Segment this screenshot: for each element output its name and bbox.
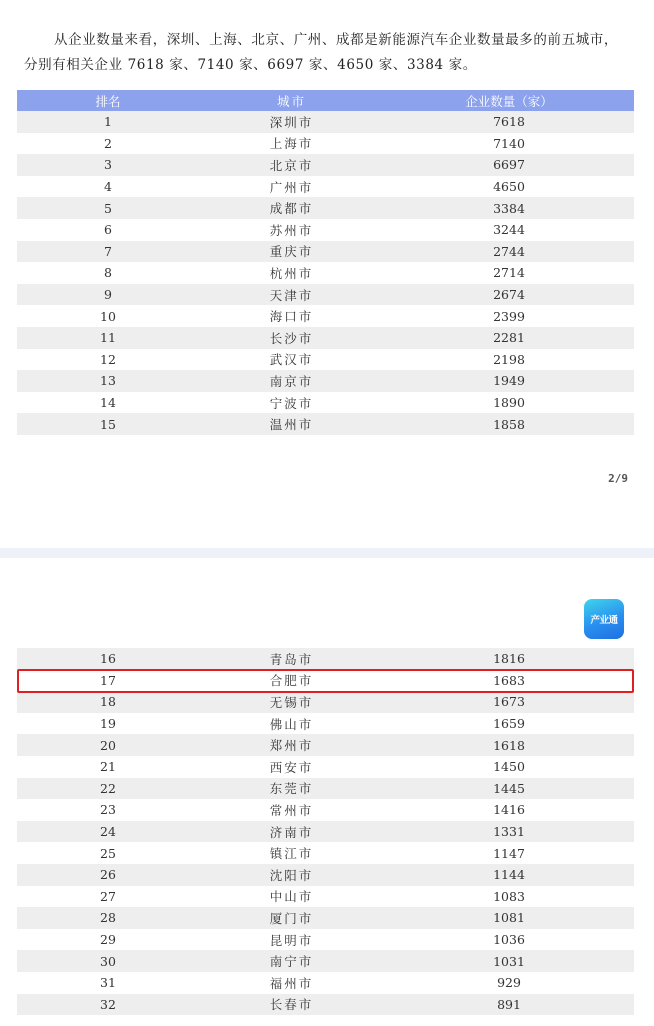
rank-cell: 6 <box>104 222 112 238</box>
table-row <box>17 154 634 176</box>
rank-cell: 30 <box>100 953 116 969</box>
city-cell: 无锡市 <box>269 694 314 710</box>
count-cell: 7140 <box>493 135 525 151</box>
city-cell: 武汉市 <box>269 352 314 368</box>
rank-cell: 3 <box>104 157 112 173</box>
count-cell: 1683 <box>493 672 525 688</box>
count-cell: 3384 <box>493 200 525 216</box>
rank-cell: 29 <box>100 932 116 948</box>
count-cell: 7618 <box>493 114 525 130</box>
city-cell: 济南市 <box>269 824 314 840</box>
city-cell: 沈阳市 <box>269 867 314 883</box>
city-cell: 天津市 <box>269 287 314 303</box>
table-row <box>17 219 634 241</box>
rank-cell: 23 <box>100 802 116 818</box>
count-cell: 1949 <box>493 373 525 389</box>
city-cell: 温州市 <box>269 417 314 433</box>
city-cell: 佛山市 <box>269 716 314 732</box>
table-row <box>17 734 634 756</box>
city-cell: 重庆市 <box>269 244 314 260</box>
count-cell: 1618 <box>493 737 525 753</box>
intro-line-1 <box>24 28 636 53</box>
city-cell: 杭州市 <box>269 265 314 281</box>
count-cell: 1816 <box>493 651 525 667</box>
city-cell: 福州市 <box>269 975 314 991</box>
table-row <box>17 929 634 951</box>
city-cell: 苏州市 <box>269 222 314 238</box>
table-row <box>17 950 634 972</box>
count-cell: 2674 <box>493 287 525 303</box>
rank-cell: 12 <box>100 351 116 367</box>
rank-cell: 24 <box>100 824 116 840</box>
count-cell: 3244 <box>493 222 525 238</box>
table-row <box>17 349 634 371</box>
table-row <box>17 778 634 800</box>
count-cell: 2198 <box>493 351 525 367</box>
rank-cell: 2 <box>104 135 112 151</box>
rank-cell: 27 <box>100 888 116 904</box>
city-cell: 长春市 <box>269 997 314 1013</box>
count-cell: 1144 <box>493 867 525 883</box>
city-cell: 宁波市 <box>269 395 314 411</box>
rank-cell: 32 <box>100 996 116 1012</box>
city-cell: 中山市 <box>269 889 314 905</box>
page-separator <box>0 548 654 558</box>
count-cell: 1858 <box>493 416 525 432</box>
table-row <box>17 994 634 1016</box>
table-row <box>17 392 634 414</box>
city-cell: 成都市 <box>269 201 314 217</box>
page-number: 2/9 <box>608 472 628 485</box>
count-cell: 2714 <box>493 265 525 281</box>
table-row <box>17 648 634 670</box>
rank-cell: 18 <box>100 694 116 710</box>
intro-line-1-text: 从企业数量来看，深圳、上海、北京、广州、成都是新能源汽车企业数量最多的前五城市， <box>54 32 618 48</box>
header-count: 企业数量（家） <box>465 93 553 109</box>
count-cell: 4650 <box>493 179 525 195</box>
table-row <box>17 111 634 133</box>
count-cell: 1890 <box>493 395 525 411</box>
city-cell: 镇江市 <box>269 846 314 862</box>
count-cell: 1031 <box>493 953 525 969</box>
rank-cell: 9 <box>104 287 112 303</box>
table-row <box>17 756 634 778</box>
count-cell: 1081 <box>493 910 525 926</box>
rank-cell: 10 <box>100 308 116 324</box>
table-header-row <box>17 90 634 111</box>
count-cell: 891 <box>497 996 521 1012</box>
rank-cell: 8 <box>104 265 112 281</box>
intro-line-2: 分别有相关企业 7618 家、7140 家、6697 家、4650 家、3384 家。 <box>24 57 477 73</box>
rank-cell: 13 <box>100 373 116 389</box>
rank-cell: 20 <box>100 737 116 753</box>
count-cell: 1445 <box>493 780 525 796</box>
count-cell: 2744 <box>493 243 525 259</box>
rank-cell: 17 <box>100 672 116 688</box>
count-cell: 2399 <box>493 308 525 324</box>
city-cell: 长沙市 <box>269 330 314 346</box>
city-ranking-table-part-2 <box>17 648 634 1015</box>
rank-cell: 25 <box>100 845 116 861</box>
city-cell: 上海市 <box>269 136 314 152</box>
count-cell: 1083 <box>493 888 525 904</box>
table-row <box>17 907 634 929</box>
city-cell: 青岛市 <box>269 651 314 667</box>
table-row <box>17 821 634 843</box>
count-cell: 1331 <box>493 824 525 840</box>
count-cell: 6697 <box>493 157 525 173</box>
city-cell: 郑州市 <box>269 738 314 754</box>
city-cell: 海口市 <box>269 309 314 325</box>
rank-cell: 31 <box>100 975 116 991</box>
header-rank: 排名 <box>95 93 121 109</box>
rank-cell: 5 <box>104 200 112 216</box>
city-cell: 昆明市 <box>269 932 314 948</box>
city-ranking-table-part-1 <box>17 90 634 435</box>
city-cell: 西安市 <box>269 759 314 775</box>
table-row <box>17 413 634 435</box>
table-row-highlighted <box>17 670 634 692</box>
table-row <box>17 799 634 821</box>
table-row <box>17 691 634 713</box>
table-row <box>17 262 634 284</box>
city-cell: 南宁市 <box>269 954 314 970</box>
table-row <box>17 241 634 263</box>
rank-cell: 15 <box>100 416 116 432</box>
count-cell: 2281 <box>493 330 525 346</box>
table-row <box>17 370 634 392</box>
rank-cell: 1 <box>104 114 112 130</box>
city-cell: 东莞市 <box>269 781 314 797</box>
table-row <box>17 327 634 349</box>
table-row <box>17 886 634 908</box>
city-cell: 深圳市 <box>269 114 314 130</box>
city-cell: 北京市 <box>269 157 314 173</box>
rank-cell: 14 <box>100 395 116 411</box>
city-cell: 合肥市 <box>269 673 314 689</box>
intro-paragraph <box>24 28 636 78</box>
table-row <box>17 713 634 735</box>
city-cell: 常州市 <box>269 802 314 818</box>
count-cell: 1416 <box>493 802 525 818</box>
rank-cell: 19 <box>100 716 116 732</box>
count-cell: 1659 <box>493 716 525 732</box>
count-cell: 929 <box>497 975 521 991</box>
count-cell: 1450 <box>493 759 525 775</box>
table-row <box>17 284 634 306</box>
table-row <box>17 972 634 994</box>
table-row <box>17 197 634 219</box>
city-cell: 广州市 <box>269 179 314 195</box>
rank-cell: 7 <box>104 243 112 259</box>
rank-cell: 28 <box>100 910 116 926</box>
table-row <box>17 305 634 327</box>
table-row <box>17 133 634 155</box>
rank-cell: 11 <box>100 330 116 346</box>
count-cell: 1673 <box>493 694 525 710</box>
rank-cell: 22 <box>100 780 116 796</box>
rank-cell: 4 <box>104 179 112 195</box>
table-row <box>17 842 634 864</box>
app-logo-icon[interactable]: 产业通 <box>584 599 624 639</box>
table-row <box>17 864 634 886</box>
rank-cell: 26 <box>100 867 116 883</box>
header-city: 城市 <box>276 93 306 109</box>
count-cell: 1036 <box>493 932 525 948</box>
count-cell: 1147 <box>493 845 525 861</box>
rank-cell: 16 <box>100 651 116 667</box>
city-cell: 南京市 <box>269 373 314 389</box>
rank-cell: 21 <box>100 759 116 775</box>
table-row <box>17 176 634 198</box>
city-cell: 厦门市 <box>269 910 314 926</box>
